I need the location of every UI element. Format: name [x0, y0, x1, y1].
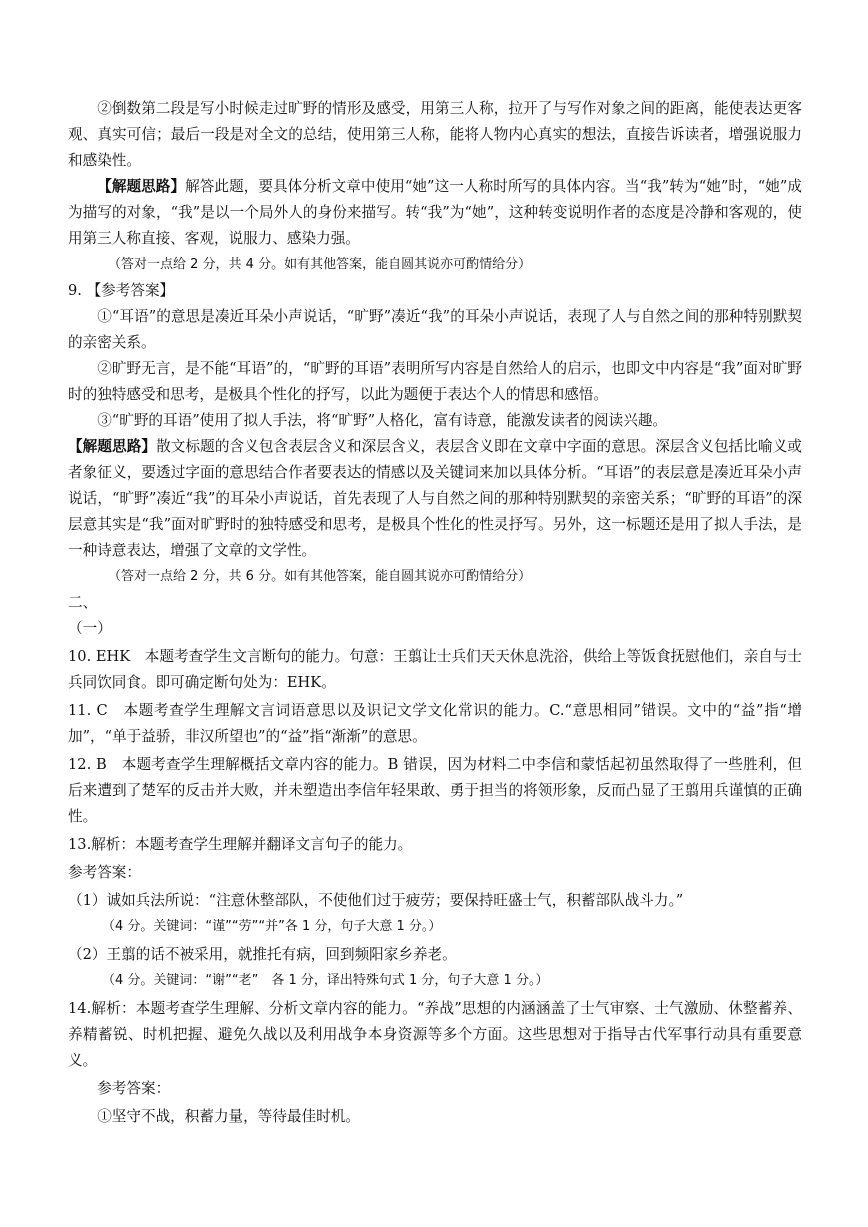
q9-answer-3: ③“旷野的耳语”使用了拟人手法，将“旷野”人格化，富有诗意，能激发读者的阅读兴趣。 [97, 412, 668, 429]
q8-hint [68, 174, 802, 252]
q14-heading: 14.解析：本题考查学生理解、分析文章内容的能力。“养战”思想的内涵涵盖了士气审察、士气激励、休整蓄养、养精蓄锐、时机把握、避免久战以及利用战争本身资源等多个方面。这些思想对于指导古代军事行动具有重要意义。 [68, 1000, 802, 1069]
q14-answer-1: ①坚守不战，积蓄力量，等待最佳时机。 [97, 1108, 360, 1125]
q13-answer-1: （1）诚如兵法所说：“注意休整部队，不使他们过于疲劳；要保持旺盛士气，积蓄部队战斗力。” [68, 892, 684, 909]
q9-answer-2: ②旷野无言，是不能“耳语”的，“旷野的耳语”表明所写内容是自然给人的启示，也即文中内容是“我”面对旷野时的独特感受和思考，是极具个性化的抒写，以此为题便于表达个人的情思和感悟。 [68, 360, 802, 403]
q9-hint [68, 434, 802, 564]
section-2-subtitle: （一） [68, 620, 112, 637]
q13-answer-2-score: （4 分。关键词：“谢”“老” 各 1 分，译出特殊句式 1 分，句子大意 1 分。） [102, 973, 549, 988]
q14-reference-label: 参考答案： [97, 1080, 171, 1097]
q13-heading: 13.解析：本题考查学生理解并翻译文言句子的能力。 [68, 836, 413, 853]
q12-answer: 12. B 本题考查学生理解概括文章内容的能力。B 错误，因为材料二中李信和蒙恬起初虽然取得了一些胜利，但后来遭到了楚军的反击并大败，并未塑造出李信年轻果敢、勇于担当的将领形象，反而凸显了王翦用兵谨慎的正确性。 [68, 756, 802, 825]
section-2-title: 二、 [68, 594, 98, 611]
q9-hint-label: 【解题思路】 [68, 438, 157, 455]
q10-answer: 10. EHK 本题考查学生文言断句的能力。句意：王翦让士兵们天天休息洗浴，供给上等饭食抚慰他们，亲自与士兵同饮同食。即可确定断句处为：EHK。 [68, 648, 802, 691]
q8-hint-text: 解答此题，要具体分析文章中使用“她”这一人称时所写的具体内容。当“我”转为“她”时，“她”成为描写的对象，“我”是以一个局外人的身份来描写。转“我”为“她”，这种转变说明作者的态度是冷静和客观的，使用第三人称直接、客观，说服力、感染力强。 [68, 178, 802, 247]
q11-answer: 11. C 本题考查学生理解文言词语意思以及识记文学文化常识的能力。C.“意思相同”错误。文中的“益”指“增加”，“单于益骄，非汉所望也”的“益”指“渐渐”的意思。 [68, 702, 802, 745]
q13-reference-label: 参考答案： [68, 864, 141, 881]
q9-hint-text: 散文标题的含义包含表层含义和深层含义，表层含义即在文章中字面的意思。深层含义包括比喻义或者象征义，要透过字面的意思结合作者要表达的情感以及关键词来加以具体分析。“耳语”的表层意是凑近耳朵小声说话，“旷野”凑近“我”的耳朵小声说话，首先表现了人与自然之间的那种特别默契的亲密关系；“旷野的耳语”的深层意其实是“我”面对旷野时的独特感受和思考，是极具个性化的性灵抒写。另外，这一标题还是用了拟人手法，是一种诗意表达，增强了文章的文学性。 [68, 438, 802, 559]
q13-answer-1-score: （4 分。关键词：“谨”“劳”“并”各 1 分，句子大意 1 分。） [102, 919, 442, 934]
answer-page [68, 96, 802, 1130]
q8-answer-point-2: ②倒数第二段是写小时候走过旷野的情形及感受，用第三人称，拉开了与写作对象之间的距离，能使表达更客观、真实可信；最后一段是对全文的总结，使用第三人称，能将人物内心真实的想法，直接告诉读者，增强说服力和感染性。 [68, 100, 802, 169]
q9-score-note: （答对一点给 2 分，共 6 分。如有其他答案，能自圆其说亦可酌情给分） [108, 569, 532, 584]
q9-answer-1: ①“耳语”的意思是凑近耳朵小声说话，“旷野”凑近“我”的耳朵小声说话，表现了人与自然之间的那种特别默契的亲密关系。 [68, 308, 802, 351]
q9-heading: 9. 【参考答案】 [68, 282, 175, 299]
q8-hint-label: 【解题思路】 [97, 178, 186, 195]
q13-answer-2: （2）王翦的话不被采用，就推托有病，回到频阳家乡养老。 [68, 946, 457, 963]
q8-score-note: （答对一点给 2 分，共 4 分。如有其他答案，能自圆其说亦可酌情给分） [108, 257, 532, 272]
